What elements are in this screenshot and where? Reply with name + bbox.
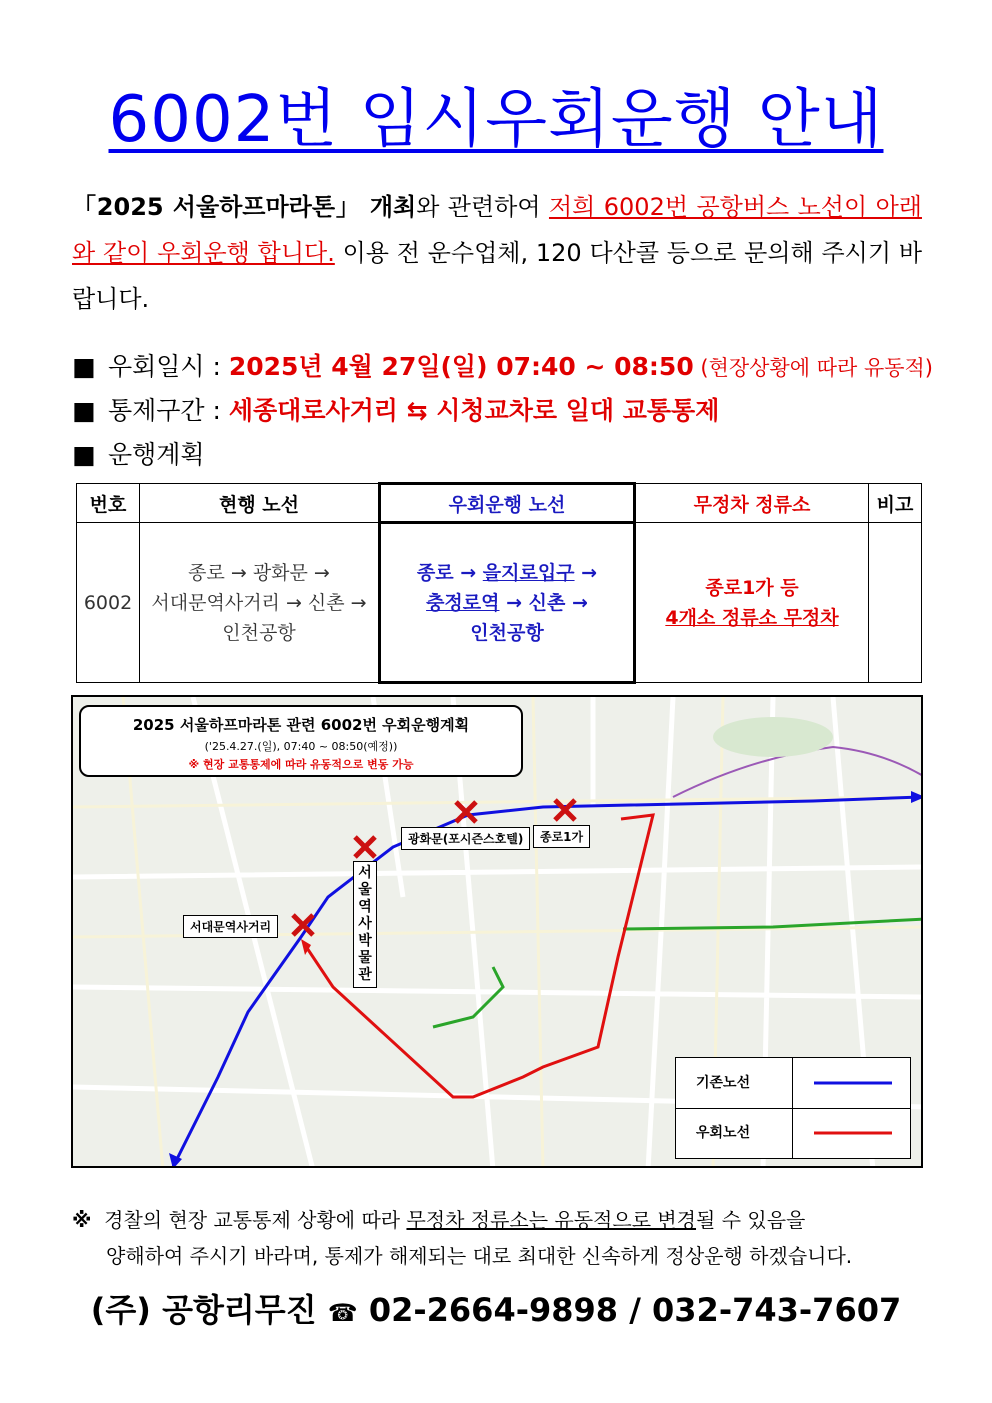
- map-subtitle: ('25.4.27.(일), 07:40 ~ 08:50(예정)): [204, 740, 398, 753]
- plan-table: [76, 482, 922, 684]
- nonstop-line: 4개소 정류소 무정차: [665, 606, 839, 629]
- legend-detour-label: 우회노선: [696, 1125, 751, 1141]
- nonstop-line: 종로1가 등: [705, 576, 799, 599]
- date-label: 우회일시 :: [107, 352, 229, 381]
- control-label: 통제구간 :: [107, 396, 229, 425]
- cell-note: [869, 523, 922, 683]
- company-name: (주) 공항리무진: [90, 1291, 317, 1329]
- bullet-marker: ■: [72, 396, 96, 425]
- intro-contact-text: 이용 전 운수업체, 120 다산콜 등으로 문의해 주시기 바랍니다.: [72, 239, 922, 313]
- current-route-line: 인천공항: [222, 621, 296, 644]
- page-title: 6002번 임시우회운행 안내: [108, 83, 884, 157]
- legend-detour-swatch: [676, 1108, 910, 1158]
- header-nonstop: 무정차 정류소: [635, 484, 869, 523]
- detour-notice: 저희 6002번 공항버스 노선이 아래와 같이 우회운행 합니다.: [72, 193, 922, 267]
- bullet-marker: ■: [72, 440, 96, 469]
- header-number: 번호: [77, 484, 140, 523]
- map-title: 2025 서울하프마라톤 관련 6002번 우회운행계획: [132, 716, 470, 734]
- table-header-row: [77, 484, 922, 523]
- legend-existing-swatch: [676, 1058, 910, 1108]
- phone-numbers: 02-2664-9898 / 032-743-7607: [368, 1291, 902, 1329]
- header-detour: 우회운행 노선: [380, 484, 635, 523]
- detour-route-line: 인천공항: [470, 621, 544, 644]
- map-notice: ※ 현장 교통통제에 따라 유동적으로 변동 가능: [188, 758, 414, 771]
- detour-route-line: [382, 558, 632, 588]
- header-note: 비고: [869, 484, 922, 523]
- contact-line: [0, 1285, 992, 1331]
- footnote-underlined: 무정차 정류소는 유동적으로 변경: [406, 1208, 697, 1232]
- bullet-plan: [72, 433, 932, 477]
- table-row: [77, 523, 922, 683]
- current-route-line: 서대문역사거리 → 신촌 →: [151, 591, 367, 614]
- cell-detour-route: [380, 523, 635, 683]
- detour-part: 종로 →: [416, 561, 483, 584]
- phone-icon: ☎: [327, 1299, 358, 1327]
- intro-paragraph: [72, 184, 922, 322]
- cell-number: 6002: [77, 523, 140, 683]
- detour-part: →: [574, 561, 598, 584]
- date-note: (현장상황에 따라 유동적): [693, 356, 933, 380]
- bullet-control: [72, 389, 932, 433]
- info-bullets: [72, 345, 932, 477]
- legend-existing: [676, 1058, 910, 1108]
- map-legend: [675, 1057, 911, 1159]
- detour-stop: 충정로역: [426, 591, 500, 614]
- detour-part: → 신촌 →: [499, 591, 588, 614]
- event-name: 「2025 서울하프마라톤」: [72, 193, 361, 221]
- detour-route-line: [382, 588, 632, 618]
- intro-text: 와 관련하여: [416, 193, 549, 221]
- footnote-mark: ※: [72, 1208, 92, 1232]
- label-jongno1ga: 종로1가: [533, 825, 590, 848]
- footnote-text: 될 수 있음을: [696, 1208, 806, 1232]
- current-route-line: 종로 → 광화문 →: [188, 561, 330, 584]
- footnote-text: 경찰의 현장 교통통제 상황에 따라: [104, 1208, 407, 1232]
- control-value: 세종대로사거리 ⇆ 시청교차로 일대 교통통제: [228, 396, 720, 425]
- legend-existing-label: 기존노선: [696, 1075, 751, 1091]
- route-map: [71, 695, 923, 1168]
- intro-event: 개최: [360, 193, 417, 221]
- map-park: [713, 717, 833, 757]
- footnote-line-2: 양해하여 주시기 바라며, 통제가 해제되는 대로 최대한 신속하게 정상운행 하겠습니다.: [106, 1244, 853, 1268]
- label-seodaemun: 서대문역사거리: [183, 915, 278, 938]
- cell-current-route: [140, 523, 380, 683]
- footnote: [72, 1202, 922, 1274]
- plan-label: 운행계획: [107, 440, 205, 469]
- cell-nonstop: [635, 523, 869, 683]
- legend-detour: [676, 1108, 910, 1158]
- header-current: 현행 노선: [140, 484, 380, 523]
- label-gwanghwamun: 광화문(포시즌스호텔): [401, 827, 530, 850]
- bullet-date: [72, 345, 932, 389]
- date-value: 2025년 4월 27일(일) 07:40 ~ 08:50: [228, 352, 694, 381]
- detour-stop: 을지로입구: [482, 561, 575, 584]
- label-museum: 서울역사박물관: [353, 861, 377, 988]
- map-title-box: [79, 705, 523, 777]
- footnote-line-1: [72, 1202, 922, 1238]
- bullet-marker: ■: [72, 352, 96, 381]
